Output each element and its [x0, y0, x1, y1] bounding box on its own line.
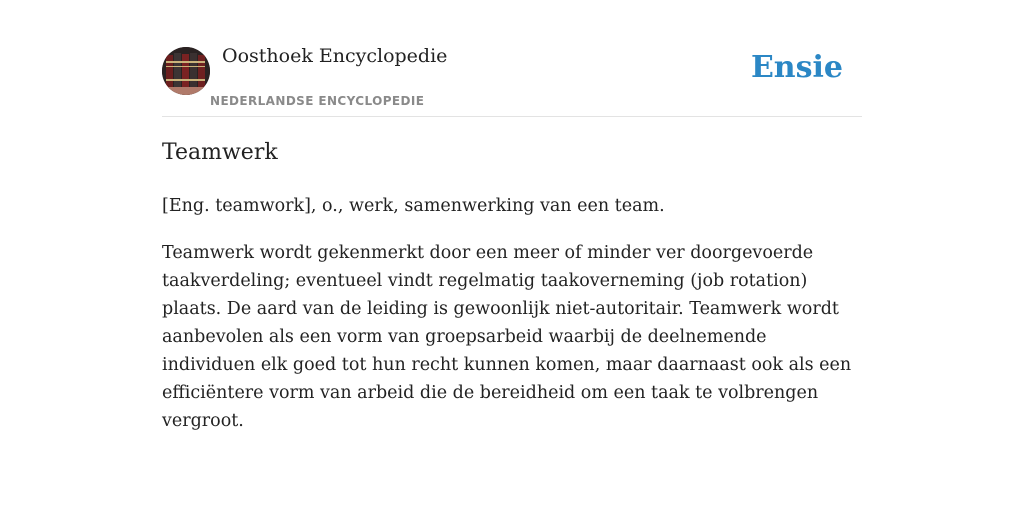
encyclopedia-books-icon[interactable]: [162, 47, 210, 95]
page: [162, 0, 862, 431]
site-header: [162, 0, 862, 117]
brand-logo-link[interactable]: Ensie: [750, 50, 843, 85]
site-subtitle: NEDERLANDSE ENCYCLOPEDIE: [210, 94, 425, 108]
article-title: Teamwerk: [162, 140, 278, 165]
site-title[interactable]: Oosthoek Encyclopedie: [222, 45, 448, 67]
article-body: Teamwerk wordt gekenmerkt door een meer of minder ver doorgevoerde taakverdeling; eventueel vindt regelmatig taakoverneming (job rotation) plaats. De aard van de leiding is gewoonlijk niet-autoritair. Teamwerk wordt aanbevolen als een vorm van groepsarbeid waarbij de deelnemende individuen elk goed tot hun recht kunnen komen, maar daarnaast ook als een efficiëntere vorm van arbeid die de bereidheid om een taak te volbrengen vergroot.: [162, 243, 852, 431]
article-lead: [Eng. teamwork], o., werk, samenwerking van een team.: [162, 196, 665, 216]
